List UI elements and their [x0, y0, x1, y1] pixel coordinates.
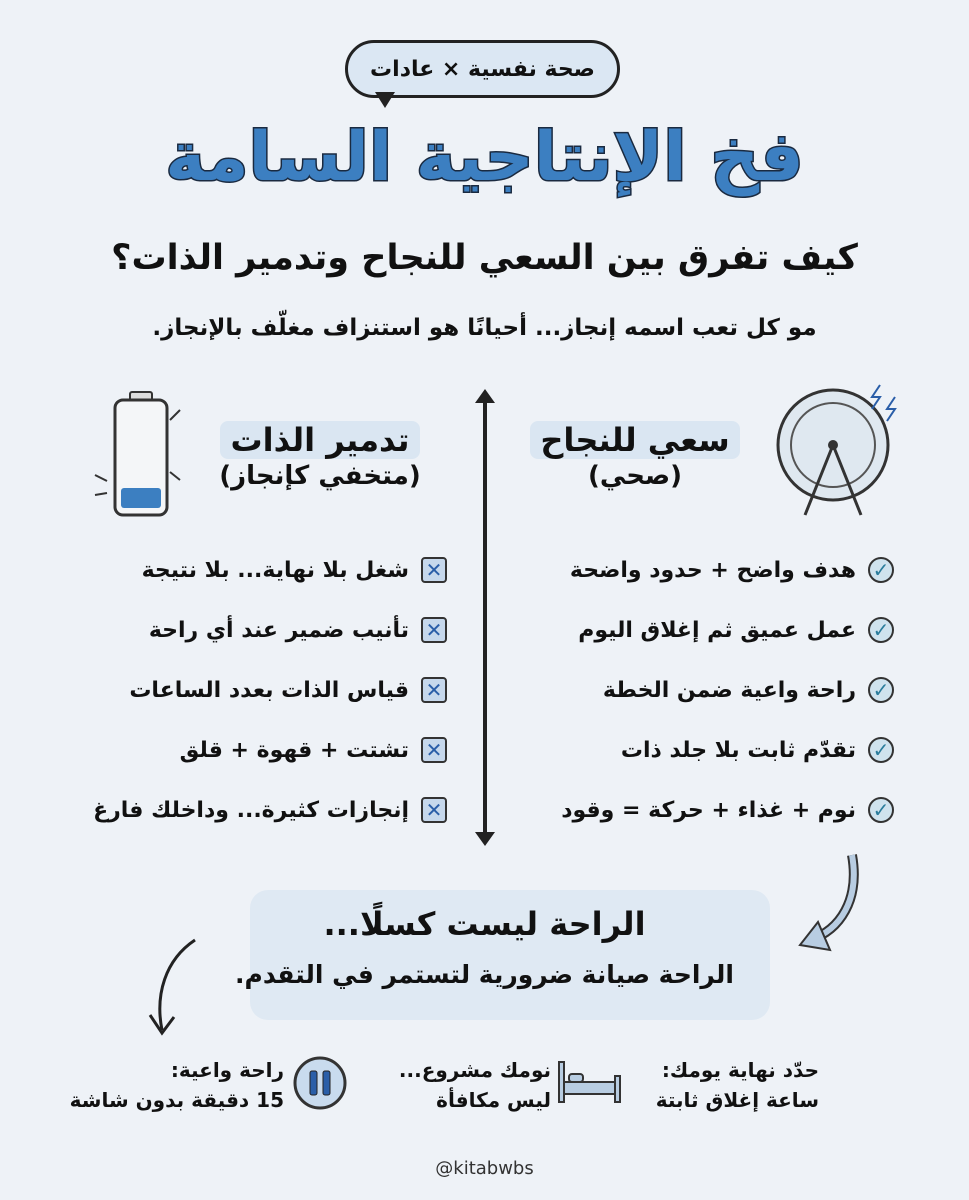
- item-text: هدف واضح + حدود واضحة: [569, 557, 856, 583]
- tip-end-day: [656, 1055, 819, 1115]
- item-text: قياس الذات بعدد الساعات: [129, 677, 409, 703]
- destruction-subtitle: (متخفي كإنجاز): [219, 461, 421, 491]
- list-item: [47, 600, 447, 660]
- tip-line: حدّد نهاية يومك:: [661, 1058, 819, 1082]
- success-column-title: [510, 420, 760, 493]
- list-item: [504, 600, 894, 660]
- page-subtitle: كيف تفرق بين السعي للنجاح وتدمير الذات؟: [111, 238, 858, 278]
- check-icon: ✓: [868, 557, 894, 583]
- destruction-title: تدمير الذات: [220, 421, 419, 459]
- bed-icon: [555, 1060, 625, 1105]
- list-item: [47, 720, 447, 780]
- item-text: نوم + غذاء + حركة = وقود: [561, 797, 856, 823]
- item-text: إنجازات كثيرة... وداخلك فارغ: [93, 797, 409, 823]
- item-text: تقدّم ثابت بلا جلد ذات: [620, 737, 856, 763]
- check-icon: ✓: [868, 677, 894, 703]
- destruction-column-title: [195, 420, 445, 493]
- check-icon: ✓: [868, 737, 894, 763]
- check-icon: ✓: [868, 617, 894, 643]
- category-badge: صحة نفسية × عادات: [345, 40, 620, 98]
- double-arrow-divider: [483, 395, 487, 840]
- page-title: فخ الإنتاجية السامة: [165, 118, 804, 197]
- rest-subtitle: الراحة صيانة ضرورية لتستمر في التقدم.: [235, 960, 734, 989]
- item-text: شغل بلا نهاية... بلا نتيجة: [141, 557, 409, 583]
- tip-line: 15 دقيقة بدون شاشة: [69, 1088, 284, 1112]
- x-icon: ✕: [421, 557, 447, 583]
- list-item: [47, 660, 447, 720]
- item-text: تشتت + قهوة + قلق: [179, 737, 409, 763]
- tip-sleep: [399, 1055, 551, 1115]
- tip-line: نومك مشروع...: [398, 1058, 551, 1082]
- x-icon: ✕: [421, 797, 447, 823]
- x-icon: ✕: [421, 617, 447, 643]
- tip-mindful-rest: [70, 1055, 284, 1115]
- rest-title: الراحة ليست كسلًا...: [323, 905, 646, 943]
- item-text: راحة واعية ضمن الخطة: [602, 677, 856, 703]
- curved-arrow-icon: [140, 935, 200, 1045]
- pause-icon: [292, 1055, 348, 1111]
- speech-bubble-tail: [375, 92, 395, 108]
- hamster-wheel-icon: [765, 375, 915, 525]
- check-icon: ✓: [868, 797, 894, 823]
- tip-line: راحة واعية:: [170, 1058, 284, 1082]
- tagline: مو كل تعب اسمه إنجاز... أحيانًا هو استنزاف مغلّف بالإنجاز.: [152, 315, 817, 341]
- x-icon: ✕: [421, 677, 447, 703]
- item-text: تأنيب ضمير عند أي راحة: [148, 617, 409, 643]
- item-text: عمل عميق ثم إغلاق اليوم: [578, 617, 856, 643]
- x-icon: ✕: [421, 737, 447, 763]
- list-item: [504, 720, 894, 780]
- list-item: [47, 540, 447, 600]
- success-title: سعي للنجاح: [530, 421, 739, 459]
- list-item: [47, 780, 447, 840]
- list-item: [504, 540, 894, 600]
- success-list: [504, 540, 894, 840]
- author-handle: @kitabwbs: [435, 1158, 534, 1179]
- destruction-list: [47, 540, 447, 840]
- list-item: [504, 780, 894, 840]
- tip-line: ليس مكافأة: [436, 1088, 551, 1112]
- low-battery-icon: [85, 390, 195, 520]
- success-subtitle: (صحي): [588, 461, 682, 491]
- list-item: [504, 660, 894, 720]
- tip-line: ساعة إغلاق ثابتة: [655, 1088, 819, 1112]
